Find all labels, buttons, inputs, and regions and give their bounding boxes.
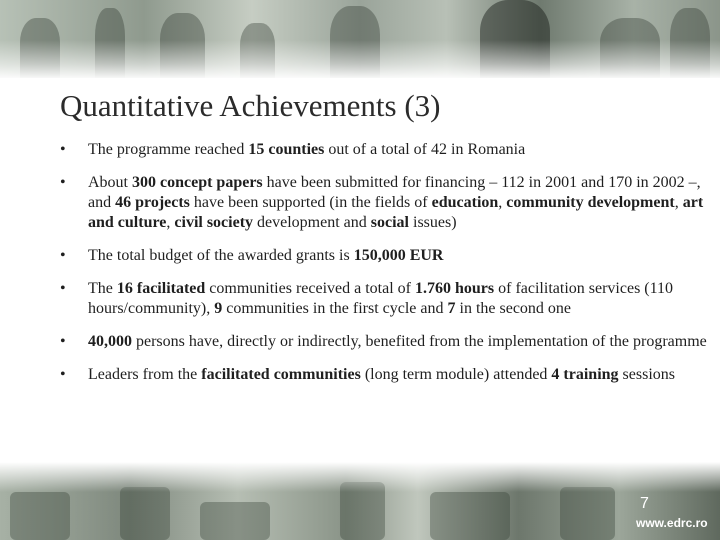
bullet-item — [60, 365, 720, 385]
website-url[interactable]: www.edrc.ro — [636, 516, 708, 530]
bold-text: civil society — [174, 214, 254, 231]
text-segment: , — [674, 194, 683, 211]
text-segment: of facilitation services (110 hours/community), — [88, 280, 674, 317]
bullet-icon: • — [60, 141, 66, 158]
bullet-item — [60, 332, 720, 352]
bullet-item — [60, 140, 720, 160]
bullet-list — [60, 140, 720, 398]
text-segment: The programme reached — [88, 141, 249, 158]
text-segment: communities received a total of — [205, 280, 415, 297]
bold-text: facilitated communities — [201, 366, 361, 383]
text-segment: persons have, directly or indirectly, benefited from the implementation of the programme — [132, 333, 707, 350]
text-segment: , — [498, 194, 507, 211]
text-segment: About — [88, 174, 132, 191]
text-segment: issues) — [409, 214, 457, 231]
bullet-item — [60, 279, 720, 319]
slide-title: Quantitative Achievements (3) — [60, 88, 441, 123]
bold-text: 46 projects — [115, 194, 190, 211]
bullet-icon: • — [60, 333, 66, 350]
header-photo-banner — [0, 0, 720, 78]
text-segment: out of a total of 42 in Romania — [324, 141, 526, 158]
text-segment: The — [88, 280, 117, 297]
text-segment: development and — [253, 214, 371, 231]
bold-text: art and culture — [88, 194, 704, 231]
bullet-item — [60, 246, 720, 266]
bold-text: 4 training — [551, 366, 619, 383]
bold-text: 16 facilitated — [116, 280, 206, 297]
bold-text: education — [431, 194, 499, 211]
bullet-icon: • — [60, 366, 66, 383]
bold-text: 15 counties — [248, 141, 325, 158]
bold-text: social — [370, 214, 409, 231]
footer-photo-banner — [0, 462, 720, 540]
bold-text: 150,000 EUR — [353, 247, 444, 264]
bold-text: 7 — [447, 300, 456, 317]
bullet-icon: • — [60, 247, 66, 264]
bold-text: 1.760 hours — [415, 280, 495, 297]
text-segment: in the second one — [455, 300, 572, 317]
bullet-icon: • — [60, 174, 66, 191]
text-segment: sessions — [618, 366, 675, 383]
bold-text: 9 — [214, 300, 223, 317]
text-segment: Leaders from the — [88, 366, 202, 383]
text-segment: communities in the first cycle and — [222, 300, 448, 317]
text-segment: have been supported (in the fields of — [189, 194, 432, 211]
bold-text: 40,000 — [88, 333, 132, 350]
text-segment: The total budget of the awarded grants is — [88, 247, 354, 264]
text-segment: (long term module) attended — [360, 366, 552, 383]
bullet-icon: • — [60, 280, 66, 297]
text-segment: have been submitted for financing – 112 in 2001 and 170 in 2002 –, and — [88, 174, 701, 211]
bold-text: 300 concept papers — [132, 174, 263, 191]
bullet-item — [60, 173, 720, 233]
bold-text: community development — [506, 194, 675, 211]
slide-number: 7 — [640, 495, 649, 512]
text-segment: , — [166, 214, 175, 231]
